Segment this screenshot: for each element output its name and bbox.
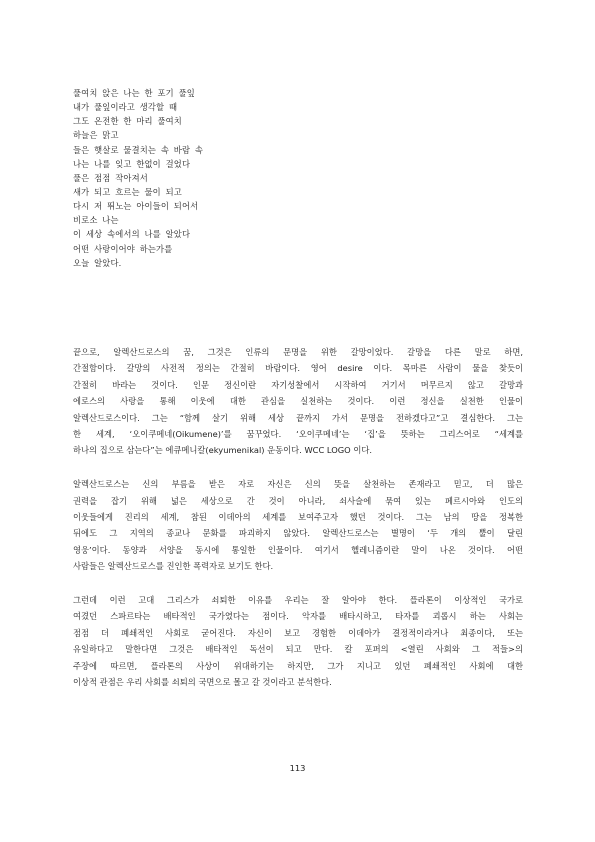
poem-line: 들은 햇살로 물결치는 속 바람 속 xyxy=(73,144,204,155)
poem-line: 이 세상 속에서의 나를 알았다 xyxy=(73,229,191,240)
paragraph-alexander-mission xyxy=(73,476,523,574)
poem-line: 새가 되고 흐르는 물이 되고 xyxy=(73,186,182,197)
poem-line: 하늘은 맑고 xyxy=(73,130,119,141)
paragraph-line: 알렉산드로스이다. 그는 “함께 살기 위해 세상 끝까지 가서 문명을 전하겠다고”고 결심한다. 그는 xyxy=(73,412,523,423)
poem-line: 풀여치 앉은 나는 한 포기 풀잎 xyxy=(73,88,195,98)
paragraph-line: 그런데 이런 고대 그리스가 쇠퇴한 이유를 우리는 잘 알아야 한다. 플라톤이 이상적인 국가로 xyxy=(73,595,523,606)
paragraph-line: 점점 더 폐쇄적인 사회로 굳어진다. 자신이 보고 경험한 이데아가 결정적이라거나 최종이다, 또는 xyxy=(73,627,523,638)
poem-line: 오늘 알았다. xyxy=(73,257,122,268)
paragraph-line: 한 세계, ‘오이쿠메네(Oikumene)’를 꿈꾸었다. ‘오이쿠메네’는 ‘집’을 뜻하는 그리스어로 “세계를 xyxy=(73,428,523,439)
paragraph-line: 이웃들에게 진리의 세계, 참된 이데아의 세계를 보여주고자 했던 것이다. 그는 남의 땅을 정복한 xyxy=(73,512,523,523)
poem-line: 나는 나를 잊고 한없이 걸었다 xyxy=(73,158,191,169)
paragraph-line: 주장에 따르면, 플라톤의 사상이 위대하기는 하지만, 그가 지니고 있던 폐쇄적인 사회에 대한 xyxy=(73,660,523,671)
paragraph-line: 영웅’이다. 동양과 서양을 동시에 통일한 인물이다. 여기서 헬레니즘이란 말이 나온 것이다. 어떤 xyxy=(73,544,523,555)
poem-line: 비로소 나는 xyxy=(73,215,119,226)
paragraph-line: 알렉산드로스는 신의 부름을 받은 자로 자신은 신의 뜻을 살천하는 존재라고 믿고, 더 많은 xyxy=(73,479,523,490)
paragraph-line: 뒤에도 그 지역의 종교나 문화를 파괴하지 않았다. 알렉산드로스는 별명이 ‘두 개의 뿔이 달린 xyxy=(73,528,523,539)
paragraph-line: 하나의 집으로 삼는다”는 에큐메니칼(ekyumenikal) 운동이다. WCC LOGO 이다. xyxy=(73,445,373,456)
paragraph-line: 여겼던 스파르타는 배타적인 국가였다는 점이다. 악자를 배타시하고, 타자를 괴롭시 하는 사회는 xyxy=(73,611,523,622)
paragraph-line: 에로스의 사랑을 통해 이웃에 대한 관심을 실천하는 것이다. 이런 정신을 실천한 인물이 xyxy=(73,396,523,407)
paragraph-line: 이상적 관점은 우리 사회를 쇠퇴의 국면으로 몰고 갈 것이라고 분석한다. xyxy=(73,677,332,688)
paragraph-line: 간절함이다. 갈망의 사전적 정의는 간절히 바람이다. 영어 desire 이다. 목마른 사람이 물을 찾듯이 xyxy=(73,363,523,374)
paragraph-alexander-dream xyxy=(73,344,523,459)
paragraph-line: 사람들은 알렉산드로스를 진인한 폭력자로 보기도 한다. xyxy=(73,561,274,572)
poem-block xyxy=(73,86,523,270)
poem-line: 내가 풀잎이라고 생각할 때 xyxy=(73,102,178,113)
poem-line: 다시 저 뛰노는 아이들이 되어서 xyxy=(73,201,199,212)
paragraph-line: 유일하다고 말한다면 그것은 배타적인 독선이 되고 만다. 칼 포퍼의 <열린 사회와 그 적들>의 xyxy=(73,644,523,655)
poem-line: 그도 온전한 한 마리 풀여치 xyxy=(73,116,182,127)
paragraph-line: 간절히 바라는 것이다. 인문 정신이란 자기성찰에서 시작하여 거기서 머무르지 않고 갈망과 xyxy=(73,379,523,390)
page-number: 113 xyxy=(289,763,306,773)
poem-line: 어떤 사랑이어야 하는가를 xyxy=(73,243,173,254)
prose-body xyxy=(73,344,523,708)
paragraph-line: 권력을 잡기 위해 넓은 세상으로 간 것이 아니라, 쇠사슬에 묶여 있는 페르시아와 인도의 xyxy=(73,495,523,506)
paragraph-greek-decline xyxy=(73,592,523,690)
poem-line: 풀은 점점 작아져서 xyxy=(73,172,148,183)
paragraph-line: 끝으로, 알렉산드로스의 꿈, 그것은 인류의 문명을 위한 갈망이었다. 갈망을 다른 말로 하면, xyxy=(73,347,523,357)
